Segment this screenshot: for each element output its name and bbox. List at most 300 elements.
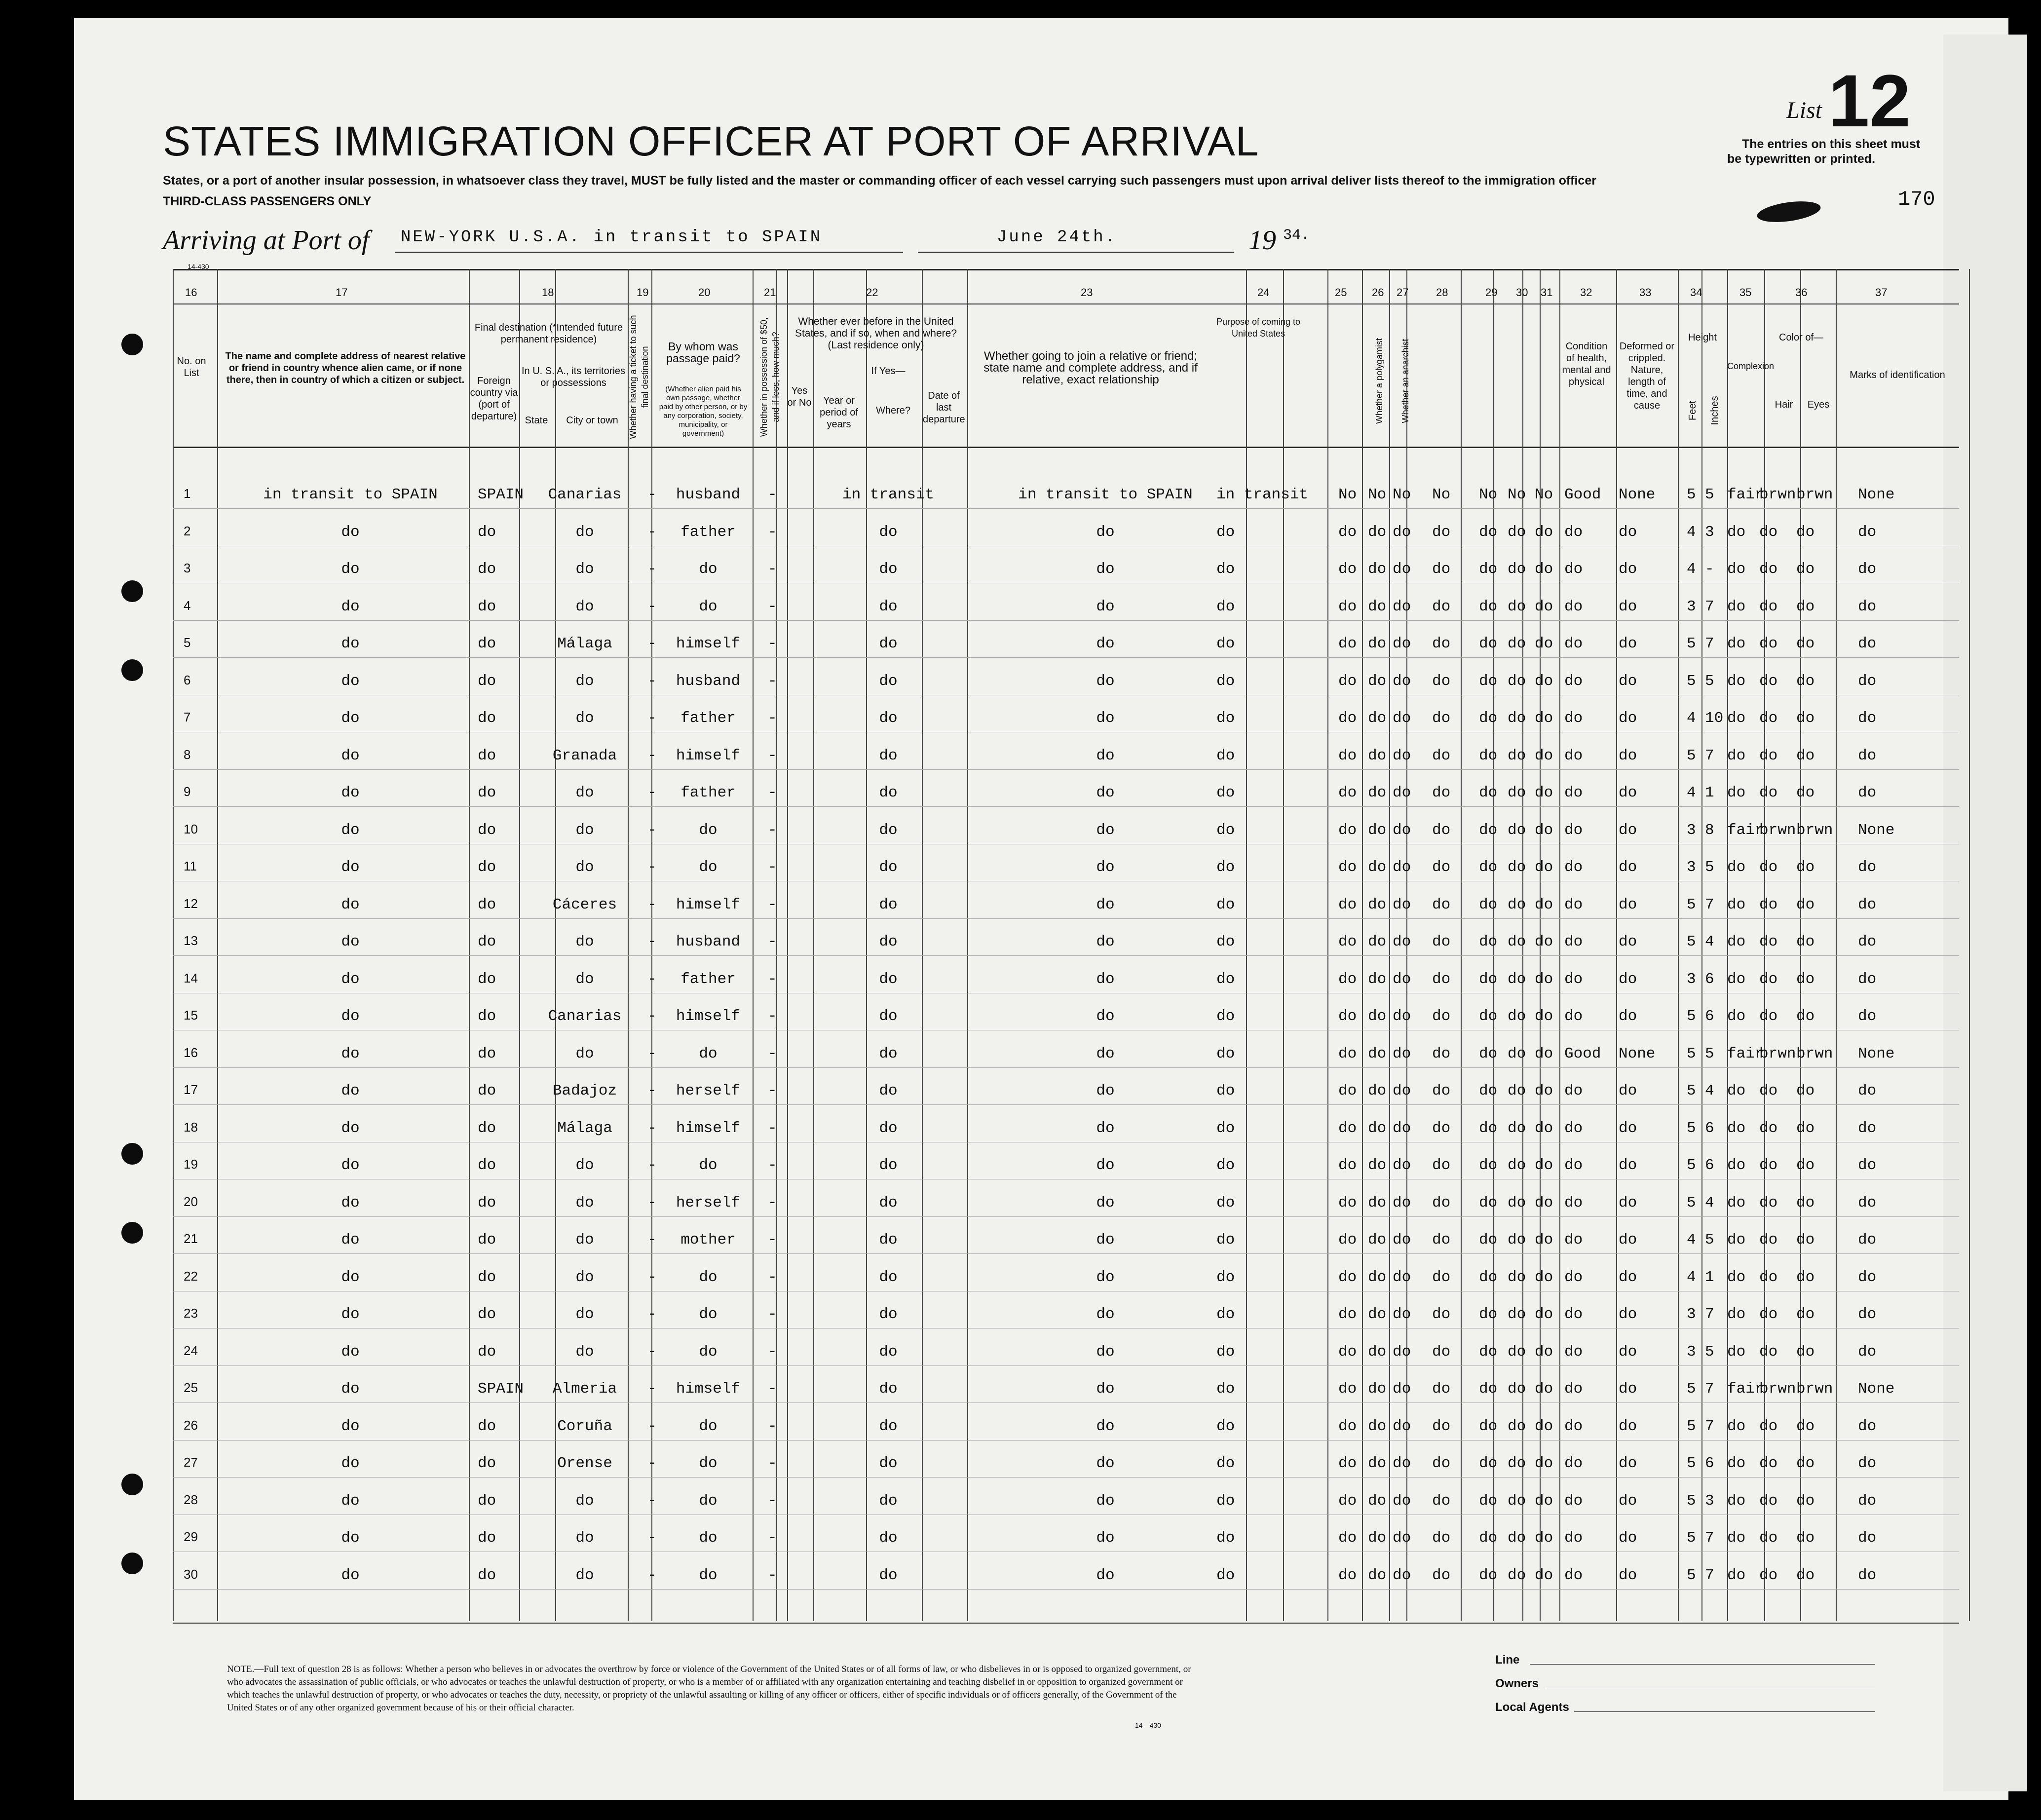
health-condition: Good (1564, 486, 1601, 503)
row-number: 12 (184, 896, 198, 911)
ticket-status: - (647, 784, 657, 801)
ticket-status: - (647, 747, 657, 764)
hair-color: brwn (1759, 821, 1796, 839)
height-inches: 5 (1705, 1231, 1714, 1249)
purpose: do (1216, 896, 1235, 913)
relative-address: do (341, 1268, 360, 1286)
col25-value: do (1338, 896, 1357, 913)
purpose: do (1216, 523, 1235, 541)
joining-relative: do (1096, 710, 1115, 727)
row-number: 7 (184, 710, 191, 724)
col28-value: do (1432, 1343, 1451, 1361)
height-inches: 6 (1705, 970, 1714, 988)
hair-color: do (1759, 1008, 1778, 1025)
hair-color: do (1759, 747, 1778, 764)
money-status: - (768, 970, 777, 988)
health-condition: do (1564, 1529, 1583, 1547)
height-inches: 10 (1705, 710, 1724, 727)
hair-color: do (1759, 933, 1778, 950)
row-number: 6 (184, 672, 191, 687)
column-rule (1362, 269, 1363, 1621)
money-status: - (768, 1343, 777, 1361)
passage-paid-by: do (699, 1045, 718, 1062)
joining-relative: do (1096, 635, 1115, 652)
col-header-marks: Marks of identification (1850, 370, 1945, 380)
health-condition: do (1564, 821, 1583, 839)
col28-value: do (1432, 747, 1451, 764)
height-feet: 4 (1687, 523, 1696, 541)
hair-color: brwn (1759, 1045, 1796, 1062)
foreign-country: do (478, 1045, 496, 1062)
relative-address: do (341, 747, 360, 764)
col-header-join-relative: Whether going to join a relative or friend; state name and complete address, and if relative, exact relationship (983, 349, 1198, 386)
row-rule (173, 1589, 1959, 1590)
col31-value: do (1535, 1380, 1553, 1398)
col31-value: do (1535, 1082, 1553, 1100)
health-condition: do (1564, 598, 1583, 615)
row-number: 25 (184, 1380, 198, 1395)
health-condition: do (1564, 859, 1583, 876)
deformed-value: do (1619, 1306, 1637, 1323)
row-rule (173, 1477, 1959, 1478)
col30-value: do (1508, 635, 1526, 652)
complexion: do (1727, 1492, 1746, 1510)
hair-color: do (1759, 710, 1778, 727)
anarchist-value: do (1393, 1529, 1411, 1547)
col28-value: do (1432, 1045, 1451, 1062)
col-header-foreign-country: Foreign country via (port of departure) (470, 376, 518, 422)
identification-marks: None (1858, 1045, 1895, 1062)
joining-relative: do (1096, 821, 1115, 839)
ticket-status: - (647, 1417, 657, 1435)
col25-value: do (1338, 635, 1357, 652)
instructions-text: States, or a port of another insular possession, in whatsoever class they travel, MUST be fully listed and the master or commanding officer of each vessel carrying such passengers must upon arrival deliver lists thereof to the immigration officer (163, 174, 1596, 188)
col25-value: do (1338, 1380, 1357, 1398)
foreign-country: do (478, 561, 496, 578)
foreign-country: do (478, 1529, 496, 1547)
date-underline (918, 252, 1234, 253)
row-number: 8 (184, 747, 191, 762)
joining-relative: do (1096, 523, 1115, 541)
col-num: 28 (1436, 286, 1448, 299)
col30-value: do (1508, 598, 1526, 615)
complexion: do (1727, 747, 1746, 764)
previous-stay: do (879, 1306, 898, 1323)
deformed-value: do (1619, 1008, 1637, 1025)
money-status: - (768, 672, 777, 690)
destination-city: do (575, 1492, 594, 1510)
identification-marks: do (1858, 672, 1877, 690)
health-condition: do (1564, 1082, 1583, 1100)
deformed-value: do (1619, 1492, 1637, 1510)
destination-city: do (575, 1045, 594, 1062)
polygamist-value: do (1368, 747, 1387, 764)
purpose: do (1216, 1082, 1235, 1100)
col30-value: do (1508, 784, 1526, 801)
joining-relative: do (1096, 1306, 1115, 1323)
joining-relative: do (1096, 1529, 1115, 1547)
col28-value: do (1432, 1529, 1451, 1547)
identification-marks: None (1858, 1380, 1895, 1398)
anarchist-value: do (1393, 672, 1411, 690)
col30-value: do (1508, 1157, 1526, 1174)
complexion: do (1727, 1455, 1746, 1472)
passage-paid-by: father (680, 710, 736, 727)
deformed-value: do (1619, 1268, 1637, 1286)
col-header-complexion: Complexion (1727, 361, 1775, 371)
col31-value: do (1535, 1268, 1553, 1286)
col29-value: do (1479, 747, 1498, 764)
previous-stay: do (879, 1268, 898, 1286)
purpose: do (1216, 598, 1235, 615)
line-label: Line (1495, 1653, 1520, 1667)
eye-color: brwn (1796, 821, 1833, 839)
passage-paid-by: do (699, 1529, 718, 1547)
col29-value: do (1479, 1343, 1498, 1361)
col28-value: do (1432, 1157, 1451, 1174)
deformed-value: do (1619, 1529, 1637, 1547)
money-status: - (768, 784, 777, 801)
third-class-label: THIRD-CLASS PASSENGERS ONLY (163, 194, 372, 208)
col29-value: do (1479, 1045, 1498, 1062)
col28-value: do (1432, 970, 1451, 988)
col25-value: do (1338, 523, 1357, 541)
col-num: 18 (542, 286, 554, 299)
relative-address: do (341, 1417, 360, 1435)
anarchist-value: do (1393, 1417, 1411, 1435)
row-number: 30 (184, 1566, 198, 1582)
joining-relative: do (1096, 1231, 1115, 1249)
joining-relative: do (1096, 672, 1115, 690)
foreign-country: SPAIN (478, 486, 524, 503)
row-number: 15 (184, 1008, 198, 1023)
col31-value: do (1535, 970, 1553, 988)
foreign-country: do (478, 1082, 496, 1100)
identification-marks: do (1858, 523, 1877, 541)
punch-hole (121, 334, 143, 355)
col28-value: do (1432, 523, 1451, 541)
health-condition: Good (1564, 1045, 1601, 1062)
complexion: do (1727, 1231, 1746, 1249)
col-header-where: Where? (875, 405, 911, 416)
purpose: do (1216, 1306, 1235, 1323)
destination-city: Cáceres (552, 896, 617, 913)
foreign-country: do (478, 1455, 496, 1472)
purpose: do (1216, 1008, 1235, 1025)
row-number: 20 (184, 1194, 198, 1209)
previous-stay: do (879, 672, 898, 690)
local-agents-field[interactable] (1574, 1711, 1875, 1712)
relative-address: do (341, 1380, 360, 1398)
deformed-value: do (1619, 1566, 1637, 1584)
joining-relative: do (1096, 970, 1115, 988)
previous-stay: do (879, 1157, 898, 1174)
row-number: 22 (184, 1268, 198, 1284)
deformed-value: do (1619, 747, 1637, 764)
row-number: 17 (184, 1082, 198, 1097)
height-inches: 5 (1705, 486, 1714, 503)
col31-value: do (1535, 1194, 1553, 1212)
identification-marks: do (1858, 1492, 1877, 1510)
col30-value: do (1508, 1566, 1526, 1584)
relative-address: do (341, 1455, 360, 1472)
anarchist-value: do (1393, 933, 1411, 950)
col25-value: do (1338, 672, 1357, 690)
col25-value: do (1338, 1566, 1357, 1584)
column-rule (1327, 269, 1328, 1621)
column-rule (753, 269, 754, 1621)
deformed-value: do (1619, 1194, 1637, 1212)
previous-stay: do (879, 1231, 898, 1249)
height-feet: 5 (1687, 1119, 1696, 1137)
identification-marks: do (1858, 1119, 1877, 1137)
arrival-date: June 24th. (997, 228, 1118, 247)
joining-relative: do (1096, 747, 1115, 764)
passage-paid-by: do (699, 821, 718, 839)
col28-value: do (1432, 635, 1451, 652)
deformed-value: do (1619, 1157, 1637, 1174)
col29-value: do (1479, 784, 1498, 801)
previous-stay: do (879, 1380, 898, 1398)
arrival-year-suffix: 34. (1283, 227, 1310, 244)
anarchist-value: do (1393, 710, 1411, 727)
line-field[interactable] (1530, 1664, 1875, 1665)
complexion: do (1727, 561, 1746, 578)
col25-value: do (1338, 1343, 1357, 1361)
relative-address: do (341, 1194, 360, 1212)
ticket-status: - (647, 821, 657, 839)
polygamist-value: do (1368, 1157, 1387, 1174)
eye-color: do (1796, 859, 1815, 876)
hair-color: do (1759, 896, 1778, 913)
purpose: do (1216, 1566, 1235, 1584)
hair-color: do (1759, 1119, 1778, 1137)
hair-color: do (1759, 1529, 1778, 1547)
deformed-value: do (1619, 1119, 1637, 1137)
col29-value: do (1479, 1008, 1498, 1025)
ticket-status: - (647, 1306, 657, 1323)
passage-paid-by: do (699, 1566, 718, 1584)
height-inches: 5 (1705, 1045, 1714, 1062)
ticket-status: - (647, 970, 657, 988)
arrival-label: Arriving at Port of (163, 225, 370, 256)
row-rule (173, 1216, 1959, 1217)
previous-stay: do (879, 859, 898, 876)
hair-color: do (1759, 1417, 1778, 1435)
col-num: 24 (1257, 286, 1270, 299)
eye-color: do (1796, 1082, 1815, 1100)
purpose: do (1216, 784, 1235, 801)
identification-marks: None (1858, 486, 1895, 503)
identification-marks: do (1858, 1008, 1877, 1025)
col31-value: do (1535, 1417, 1553, 1435)
ticket-status: - (647, 486, 657, 503)
col30-value: do (1508, 1194, 1526, 1212)
row-number: 19 (184, 1157, 198, 1172)
col25-value: do (1338, 784, 1357, 801)
passage-paid-by: himself (676, 635, 741, 652)
identification-marks: do (1858, 635, 1877, 652)
foreign-country: do (478, 1119, 496, 1137)
col28-value: do (1432, 1231, 1451, 1249)
col-header-no: No. on List (177, 356, 206, 379)
col29-value: do (1479, 970, 1498, 988)
col-num: 21 (764, 286, 776, 299)
previous-stay: do (879, 1082, 898, 1100)
foreign-country: do (478, 1306, 496, 1323)
row-rule (173, 508, 1959, 509)
destination-city: Coruña (557, 1417, 612, 1435)
col25-value: do (1338, 933, 1357, 950)
health-condition: do (1564, 747, 1583, 764)
identification-marks: do (1858, 747, 1877, 764)
ticket-status: - (647, 1268, 657, 1286)
deformed-value: do (1619, 561, 1637, 578)
polygamist-value: do (1368, 1082, 1387, 1100)
complexion: do (1727, 635, 1746, 652)
identification-marks: do (1858, 1157, 1877, 1174)
col-header-purpose: Purpose of coming to United States (1216, 317, 1301, 339)
height-feet: 4 (1687, 784, 1696, 801)
purpose: do (1216, 1380, 1235, 1398)
row-number: 5 (184, 635, 191, 650)
previous-stay: do (879, 710, 898, 727)
col28-value: do (1432, 896, 1451, 913)
height-feet: 3 (1687, 1343, 1696, 1361)
money-status: - (768, 1045, 777, 1062)
health-condition: do (1564, 635, 1583, 652)
ticket-status: - (647, 1119, 657, 1137)
height-feet: 5 (1687, 1417, 1696, 1435)
row-number: 27 (184, 1455, 198, 1470)
joining-relative: do (1096, 1566, 1115, 1584)
hair-color: do (1759, 598, 1778, 615)
col28-value: do (1432, 933, 1451, 950)
col-num: 26 (1372, 286, 1384, 299)
purpose: do (1216, 1231, 1235, 1249)
purpose: do (1216, 1157, 1235, 1174)
money-status: - (768, 933, 777, 950)
anarchist-value: do (1393, 859, 1411, 876)
col29-value: do (1479, 1157, 1498, 1174)
destination-city: do (575, 1268, 594, 1286)
complexion: do (1727, 523, 1746, 541)
col-header-paid-by-note: (Whether alien paid his own passage, whether paid by other person, or by any corporation, society, municipality, or government) (659, 385, 748, 438)
row-number: 14 (184, 970, 198, 986)
ticket-status: - (647, 1343, 657, 1361)
polygamist-value: do (1368, 710, 1387, 727)
anarchist-value: do (1393, 1157, 1411, 1174)
previous-stay: do (879, 1417, 898, 1435)
col29-value: do (1479, 1119, 1498, 1137)
col28-value: do (1432, 1306, 1451, 1323)
ticket-status: - (647, 1008, 657, 1025)
col30-value: do (1508, 1268, 1526, 1286)
complexion: do (1727, 896, 1746, 913)
col25-value: do (1338, 859, 1357, 876)
ticket-status: - (647, 1455, 657, 1472)
health-condition: do (1564, 672, 1583, 690)
col29-value: do (1479, 1455, 1498, 1472)
col31-value: do (1535, 1045, 1553, 1062)
passage-paid-by: husband (676, 672, 741, 690)
money-status: - (768, 747, 777, 764)
polygamist-value: do (1368, 1045, 1387, 1062)
previous-stay: do (879, 1492, 898, 1510)
anarchist-value: do (1393, 635, 1411, 652)
purpose: do (1216, 1417, 1235, 1435)
identification-marks: do (1858, 1455, 1877, 1472)
col28-value: do (1432, 1082, 1451, 1100)
row-number: 21 (184, 1231, 198, 1246)
col28-value: do (1432, 821, 1451, 839)
polygamist-value: do (1368, 1343, 1387, 1361)
joining-relative: do (1096, 1194, 1115, 1212)
deformed-value: do (1619, 1082, 1637, 1100)
eye-color: do (1796, 1194, 1815, 1212)
col29-value: do (1479, 933, 1498, 950)
col31-value: do (1535, 933, 1553, 950)
col-num: 25 (1335, 286, 1347, 299)
col28-value: do (1432, 1194, 1451, 1212)
anarchist-value: do (1393, 1008, 1411, 1025)
identification-marks: None (1858, 821, 1895, 839)
health-condition: do (1564, 1380, 1583, 1398)
row-rule (173, 806, 1959, 807)
col31-value: No (1535, 486, 1553, 503)
identification-marks: do (1858, 561, 1877, 578)
eye-color: do (1796, 598, 1815, 615)
destination-city: Canarias (548, 486, 622, 503)
col-num: 36 (1795, 286, 1808, 299)
passage-paid-by: do (699, 1455, 718, 1472)
destination-city: Almeria (552, 1380, 617, 1398)
destination-city: do (575, 1231, 594, 1249)
purpose: do (1216, 635, 1235, 652)
purpose: do (1216, 1343, 1235, 1361)
row-number: 2 (184, 523, 191, 538)
hair-color: do (1759, 859, 1778, 876)
joining-relative: do (1096, 1343, 1115, 1361)
ticket-status: - (647, 1380, 657, 1398)
col30-value: No (1508, 486, 1526, 503)
destination-city: do (575, 970, 594, 988)
col29-value: do (1479, 523, 1498, 541)
height-feet: 5 (1687, 896, 1696, 913)
purpose: do (1216, 859, 1235, 876)
purpose: do (1216, 672, 1235, 690)
hair-color: do (1759, 1082, 1778, 1100)
passage-paid-by: do (699, 1306, 718, 1323)
col29-value: do (1479, 1231, 1498, 1249)
joining-relative: do (1096, 1008, 1115, 1025)
ticket-status: - (647, 859, 657, 876)
previous-stay: do (879, 1455, 898, 1472)
height-inches: 3 (1705, 1492, 1714, 1510)
relative-address: do (341, 970, 360, 988)
foreign-country: do (478, 523, 496, 541)
eye-color: do (1796, 523, 1815, 541)
money-status: - (768, 1194, 777, 1212)
ticket-status: - (647, 561, 657, 578)
col-header-years: Year or period of years (820, 395, 858, 430)
relative-address: do (341, 710, 360, 727)
col-num: 22 (866, 286, 878, 299)
col-header-ticket: Whether having a ticket to such final destination (628, 315, 650, 439)
row-rule (173, 918, 1959, 919)
money-status: - (768, 710, 777, 727)
identification-marks: do (1858, 1343, 1877, 1361)
